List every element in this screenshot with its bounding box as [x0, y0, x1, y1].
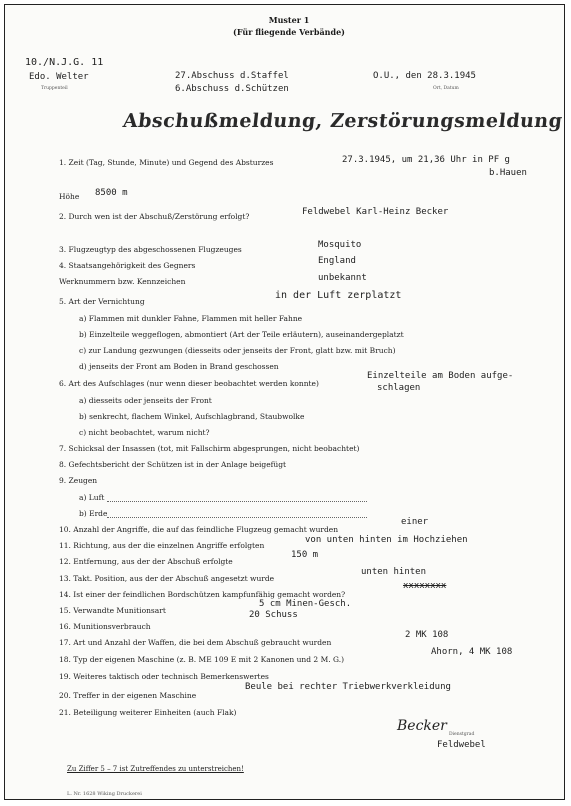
q6b-label: b) senkrecht, flachem Winkel, Aufschlagbrand, Staubwolke [79, 412, 305, 421]
unit-line-1: 10./N.J.G. 11 [25, 57, 104, 68]
abschuss-line-2: 6.Abschuss d.Schützen [175, 84, 289, 94]
signature-rank: Feldwebel [437, 740, 486, 750]
werk-value: unbekannt [318, 273, 367, 283]
q8-label: 8. Gefechtsbericht der Schützen ist in der Anlage beigefügt [59, 460, 287, 469]
q10-label: 10. Anzahl der Angriffe, die auf das feindliche Flugzeug gemacht wurden [59, 525, 339, 534]
q3-label: 3. Flugzeugtyp des abgeschossenen Flugzeuges [59, 245, 242, 254]
q17-value: 2 MK 108 [405, 630, 449, 640]
q6-value-2: schlagen [377, 383, 421, 393]
q5-value: in der Luft zerplatzt [275, 290, 402, 301]
q19-label: 19. Weiteres taktisch oder technisch Bemerkenswertes [59, 672, 269, 681]
q5-label: 5. Art der Vernichtung [59, 297, 145, 306]
q6-label: 6. Art des Aufschlages (nur wenn dieser beobachtet werden konnte) [59, 379, 319, 388]
q12-value: 150 m [291, 550, 319, 560]
q10-value: einer [401, 517, 429, 527]
signature: Becker [397, 718, 447, 734]
q4-label: 4. Staatsangehörigkeit des Gegners [59, 261, 196, 270]
report-form [4, 4, 565, 800]
werk-label: Werknummern bzw. Kennzeichen [59, 277, 186, 286]
q15-label: 15. Verwandte Munitionsart [59, 606, 166, 615]
q14-label: 14. Ist einer der feindlichen Bordschützen kampfunfähig gemacht worden? [59, 590, 346, 599]
q15-value: 5 cm Minen-Gesch. [259, 599, 352, 609]
q18-label: 18. Typ der eigenen Maschine (z. B. ME 109 E mit 2 Kanonen und 2 M. G.) [59, 655, 345, 664]
q6a-label: a) diesseits oder jenseits der Front [79, 396, 212, 405]
unit-line-2: Edo. Welter [29, 72, 89, 82]
q9b-line [107, 517, 367, 518]
q7-label: 7. Schicksal der Insassen (tot, mit Fallschirm abgesprungen, nicht beobachtet) [59, 444, 360, 453]
form-muster: Muster 1 [268, 15, 310, 25]
q5d-label: d) jenseits der Front am Boden in Brand geschossen [79, 362, 279, 371]
q5a-label: a) Flammen mit dunkler Fahne, Flammen mit heller Fahne [79, 314, 303, 323]
q16-label: 16. Munitionsverbrauch [59, 622, 151, 631]
form-muster-sub: (Für fliegende Verbände) [233, 27, 345, 37]
q21-label: 21. Beteiligung weiterer Einheiten (auch Flak) [59, 708, 237, 717]
q6c-label: c) nicht beobachtet, warum nicht? [79, 428, 210, 437]
q9b-label: b) Erde [79, 509, 108, 518]
page-title: Abschußmeldung, Zerstörungsmeldung [121, 110, 564, 132]
place-caption: Ort, Datum [433, 86, 459, 91]
hoehe-value: 8500 m [95, 188, 128, 198]
abschuss-line-1: 27.Abschuss d.Staffel [175, 71, 289, 81]
q2-label: 2. Durch wen ist der Abschuß/Zerstörung erfolgt? [59, 212, 250, 221]
hoehe-label: Höhe [59, 192, 80, 201]
q14-value: xxxxxxxx [403, 581, 447, 591]
place-date: O.U., den 28.3.1945 [373, 71, 476, 81]
q9a-line [107, 501, 367, 502]
print-ref: L. Nr. 1628 Wiking Druckerei [67, 791, 142, 797]
q5c-label: c) zur Landung gezwungen (diesseits oder jenseits der Front, glatt bzw. mit Bruch) [79, 346, 396, 355]
q20-value: Beule bei rechter Triebwerkverkleidung [245, 682, 451, 692]
q12-label: 12. Entfernung, aus der der Abschuß erfolgte [59, 557, 233, 566]
q11-value: von unten hinten im Hochziehen [305, 535, 468, 545]
q9-label: 9. Zeugen [59, 476, 98, 485]
q18-value: Ahorn, 4 MK 108 [431, 647, 513, 657]
q5b-label: b) Einzelteile weggeflogen, abmontiert (Art der Teile erläutern), auseinandergeplatzt [79, 330, 404, 339]
q16-value: 20 Schuss [249, 610, 298, 620]
q1-value-2: b.Hauen [489, 168, 527, 178]
footer-note: Zu Ziffer 5 – 7 ist Zutreffendes zu unterstreichen! [67, 765, 244, 773]
q3-value: Mosquito [318, 240, 362, 250]
q13-value: unten hinten [361, 567, 427, 577]
q11-label: 11. Richtung, aus der die einzelnen Angriffe erfolgten [59, 541, 265, 550]
q2-value: Feldwebel Karl-Heinz Becker [302, 207, 449, 217]
q17-label: 17. Art und Anzahl der Waffen, die bei dem Abschuß gebraucht wurden [59, 638, 332, 647]
q9a-label: a) Luft [79, 493, 105, 502]
unit-caption: Truppenteil [41, 86, 68, 91]
q13-label: 13. Takt. Position, aus der der Abschuß angesetzt wurde [59, 574, 275, 583]
q20-label: 20. Treffer in der eigenen Maschine [59, 691, 197, 700]
q1-label: 1. Zeit (Tag, Stunde, Minute) und Gegend des Absturzes [59, 158, 274, 167]
signature-caption: Dienstgrad [449, 732, 475, 737]
q1-value: 27.3.1945, um 21,36 Uhr in PF g [342, 155, 510, 165]
q6-value: Einzelteile am Boden aufge- [367, 371, 514, 381]
q4-value: England [318, 256, 356, 266]
